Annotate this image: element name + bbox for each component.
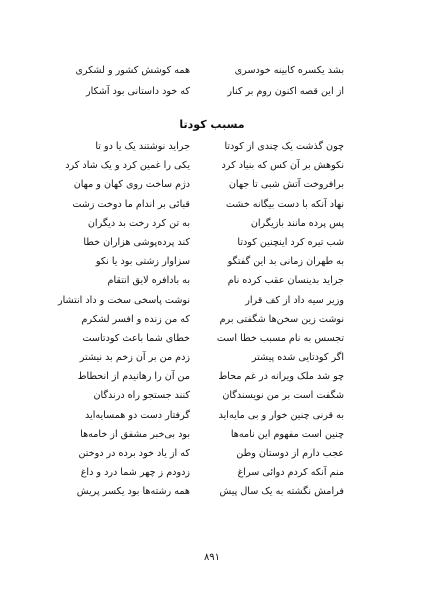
verse-first-hemistich: اگر کودتایی شده پیشتر [251, 352, 344, 364]
verse-line [0, 444, 424, 463]
verse-second-hemistich: که از یاد خود برده در دوختن [78, 448, 190, 459]
verse-second-hemistich: نوشت پاسخی سخت و داد انتشار [58, 294, 190, 306]
verse-first-hemistich: چو شد ملک ویرانه در غم محاط [218, 371, 344, 383]
verse-line [0, 291, 424, 310]
verse-line [0, 195, 424, 214]
verse-first-hemistich: چون گذشت یک چندی از کودتا [224, 141, 344, 152]
verse-line [0, 81, 424, 102]
verse-line [0, 137, 424, 156]
verse-second-hemistich: به تن کرد رخت بد دیگران [87, 217, 190, 229]
verse-second-hemistich: گرفتار دست دو همسایه‌اید [85, 409, 190, 421]
verse-second-hemistich: همه رشته‌ها بود یکسر پریش [76, 486, 190, 498]
verse-second-hemistich: من آن را رهانیدم از انحطاط [77, 371, 190, 383]
verse-second-hemistich: کنند جستجو راه درندگان [93, 390, 190, 402]
verse-first-hemistich: نهاد آنکه با دست بیگانه خشت [225, 198, 344, 210]
verse-first-hemistich: عجب دارم از دوستان وطن [236, 448, 344, 459]
verse-first-hemistich: نکوهش بر آن کس که بنیاد کرد [221, 160, 344, 172]
page-number: ۸۹۱ [203, 552, 221, 563]
verse-line [0, 367, 424, 386]
verse-second-hemistich: که خود داستانی بود آشکار [86, 86, 190, 97]
verse-line [0, 175, 424, 194]
verse-line [0, 406, 424, 425]
verse-first-hemistich: وزیر سیه داد از کف قرار [245, 294, 344, 306]
verse-first-hemistich: نوشت زین سخن‌ها شگفتی برم [219, 313, 344, 325]
verse-line [0, 348, 424, 367]
verse-line [0, 386, 424, 405]
verse-first-hemistich: فرامش نگشته به یک سال پیش [219, 486, 344, 498]
verse-line [0, 60, 424, 81]
verse-first-hemistich: شب تیره کرد اینچنین کودتا [237, 236, 344, 248]
verse-second-hemistich: کند پرده‌پوشی هزاران خطا [83, 236, 190, 248]
verse-second-hemistich: یکی را غمین کرد و یک شاد کرد [65, 160, 190, 172]
verse-line [0, 482, 424, 501]
verse-second-hemistich: سزاوار زشتی بود یا نکو [95, 256, 190, 268]
verse-line [0, 329, 424, 348]
intro-verses [0, 60, 424, 102]
verse-first-hemistich: منم آنکه کردم دوائی سراغ [237, 467, 344, 479]
verse-line [0, 214, 424, 233]
verse-second-hemistich: که من زنده و افسر لشکرم [81, 313, 190, 325]
verse-first-hemistich: شگفت است بر من نویسندگان [222, 390, 344, 402]
verse-line [0, 233, 424, 252]
verse-first-hemistich: به قرنی چنین خوار و بی مایه‌اید [218, 409, 344, 421]
verse-first-hemistich: تجسس به نام مسبب خطا است [216, 332, 344, 344]
verse-line [0, 425, 424, 444]
verse-first-hemistich: به طهران زمانی بد این گفتگو [227, 256, 344, 268]
verse-second-hemistich: بود بی‌خبر مشفق از خامه‌ها [80, 428, 190, 440]
verse-second-hemistich: به بادافره لایق انتقام [107, 275, 190, 287]
verse-line [0, 156, 424, 175]
verse-second-hemistich: خطای شما باعث کودتاست [82, 332, 190, 344]
verse-first-hemistich: از این قصه اکنون روم بر کنار [227, 86, 344, 97]
verse-first-hemistich: پس پرده مانند بازیگران [250, 217, 344, 229]
section-title: مسبب کودتا [179, 118, 245, 131]
verse-first-hemistich: چنین است مفهوم این نامه‌ها [230, 428, 344, 440]
verse-line [0, 310, 424, 329]
verse-line [0, 271, 424, 290]
verse-line [0, 463, 424, 482]
poem-verses [0, 137, 424, 502]
verse-line [0, 252, 424, 271]
verse-second-hemistich: دژم ساخت روی کهان و مهان [73, 179, 190, 191]
verse-second-hemistich: همه کوشش کشور و لشکری [75, 65, 190, 76]
verse-second-hemistich: زدم من بر آن زخم بد نیشتر [79, 352, 190, 364]
verse-first-hemistich: جراید بدینسان عقب کرده نام [227, 275, 344, 287]
verse-second-hemistich: زدودم ز چهر شما درد و داغ [80, 467, 190, 479]
verse-second-hemistich: قبائی بر اندام ما دوخت زشت [72, 198, 190, 210]
verse-first-hemistich: برافروخت آتش شبی تا جهان [228, 179, 344, 191]
verse-second-hemistich: جراید نوشتند یک یا دو تا [95, 141, 190, 152]
verse-first-hemistich: بشد یکسره کابینه خودسری [234, 65, 344, 76]
